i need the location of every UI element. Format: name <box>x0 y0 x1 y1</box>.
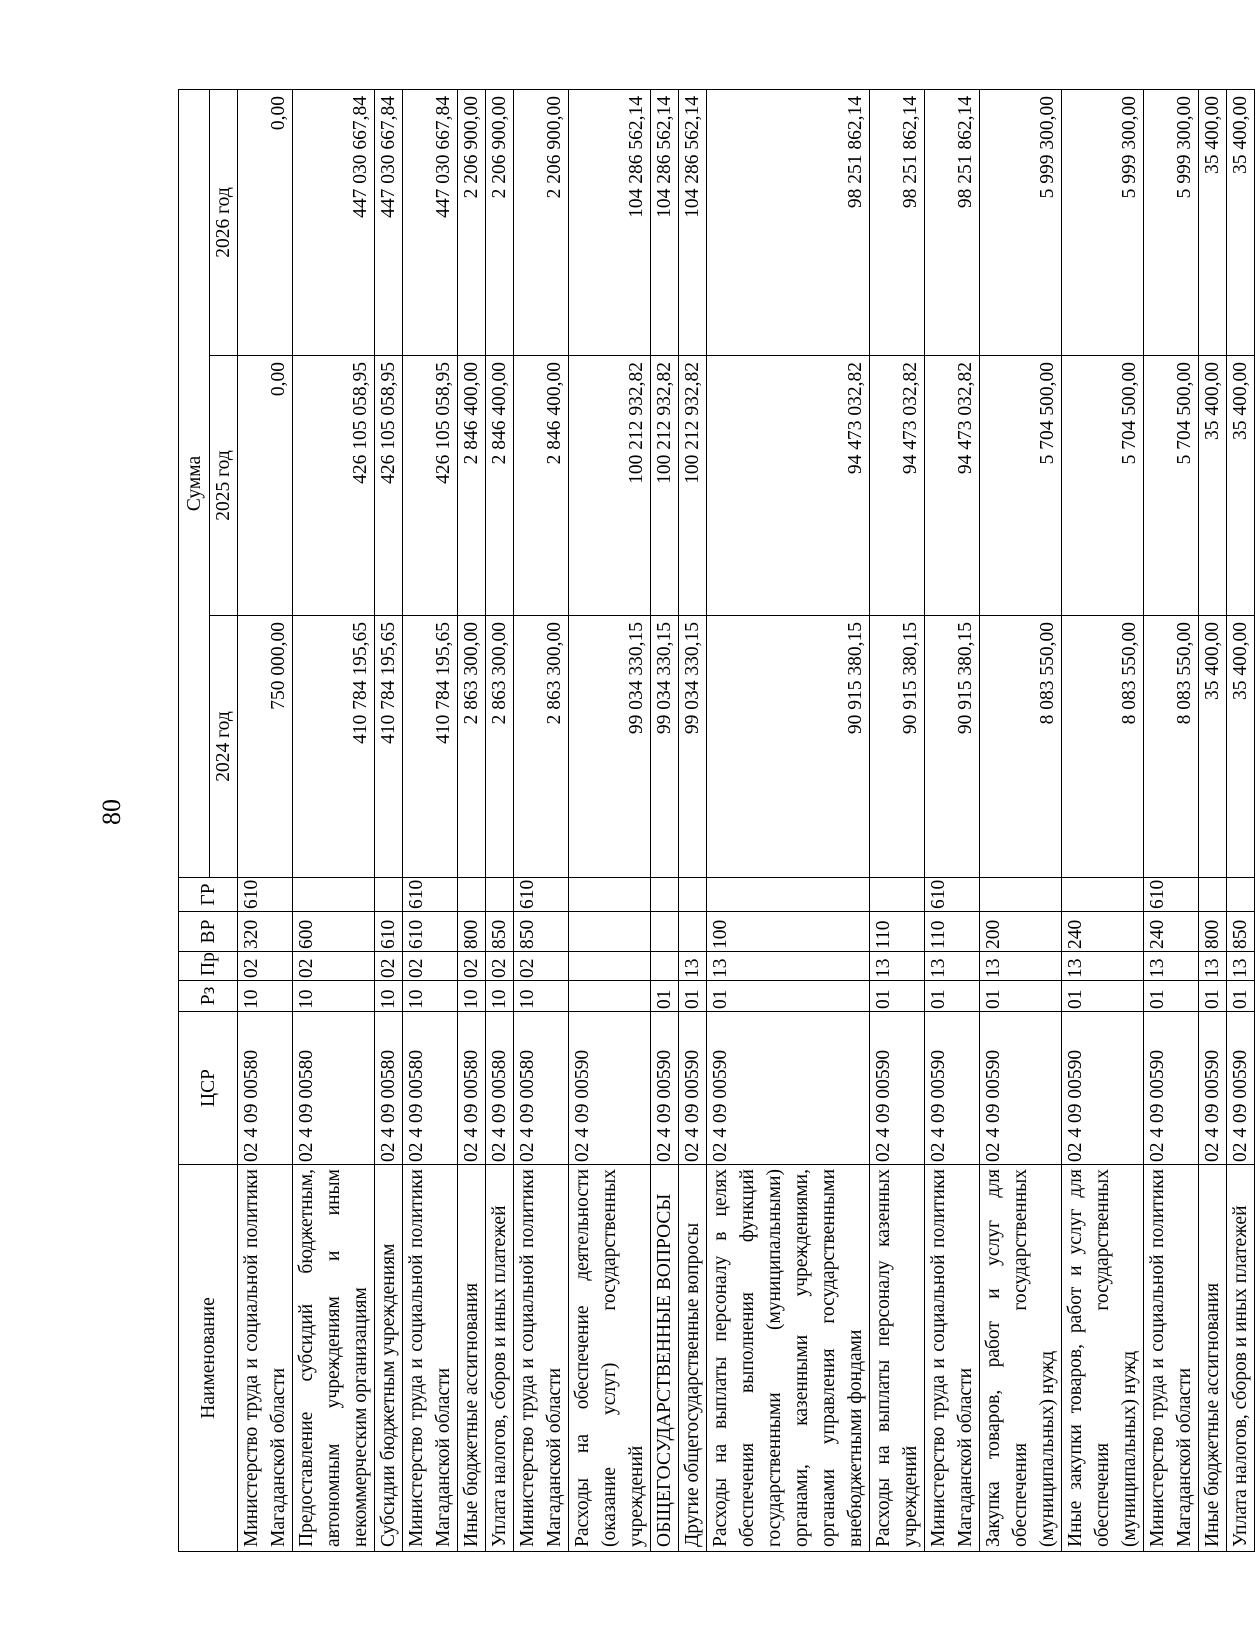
row-amount-2026: 104 286 562,14 <box>569 90 651 356</box>
row-gr <box>651 878 679 912</box>
row-gr <box>707 878 870 912</box>
row-amount-2024: 99 034 330,15 <box>679 616 707 878</box>
row-amount-2026: 98 251 862,14 <box>925 90 980 356</box>
row-amount-2024: 410 784 195,65 <box>293 616 375 878</box>
row-csr: 02 4 09 00590 <box>1199 1012 1227 1165</box>
row-amount-2025: 426 105 058,95 <box>403 356 458 616</box>
row-name: Расходы на выплаты персоналу в целях обеспечения выполнения функций государственными (муниципальными) органами, казенными учреждениями, органами управления государственными внебюджетными фондами <box>707 1165 870 1552</box>
row-vr: 800 <box>458 912 486 952</box>
table-row <box>1227 90 1255 1552</box>
row-amount-2026: 2 206 900,00 <box>458 90 486 356</box>
table-row <box>1062 90 1144 1552</box>
table-row <box>707 90 870 1552</box>
row-name: Министерство труда и социальной политики Магаданской области <box>403 1165 458 1552</box>
row-amount-2024: 99 034 330,15 <box>569 616 651 878</box>
row-pr: 02 <box>514 952 569 981</box>
row-amount-2024: 2 863 300,00 <box>514 616 569 878</box>
row-amount-2025: 5 704 500,00 <box>980 356 1062 616</box>
table-body <box>238 90 1255 1552</box>
row-csr: 02 4 09 00580 <box>375 1012 403 1165</box>
row-rz: 01 <box>679 981 707 1012</box>
row-amount-2025: 100 212 932,82 <box>651 356 679 616</box>
row-name: Предоставление субсидий бюджетным, автономным учреждениям и иным некоммерческим организациям <box>293 1165 375 1552</box>
row-csr: 02 4 09 00580 <box>458 1012 486 1165</box>
row-pr: 13 <box>1227 952 1255 981</box>
row-amount-2026: 5 999 300,00 <box>980 90 1062 356</box>
row-amount-2026: 104 286 562,14 <box>651 90 679 356</box>
row-gr <box>458 878 486 912</box>
table-row <box>925 90 980 1552</box>
row-amount-2024: 90 915 380,15 <box>925 616 980 878</box>
row-vr: 240 <box>1062 912 1144 952</box>
row-rz: 10 <box>458 981 486 1012</box>
row-amount-2024: 8 083 550,00 <box>980 616 1062 878</box>
row-rz <box>569 981 651 1012</box>
row-gr <box>1227 878 1255 912</box>
row-amount-2024: 99 034 330,15 <box>651 616 679 878</box>
row-amount-2024: 35 400,00 <box>1199 616 1227 878</box>
row-pr: 13 <box>1199 952 1227 981</box>
row-amount-2026: 98 251 862,14 <box>707 90 870 356</box>
table-row <box>569 90 651 1552</box>
row-amount-2025: 2 846 400,00 <box>458 356 486 616</box>
row-amount-2025: 35 400,00 <box>1227 356 1255 616</box>
row-pr: 02 <box>293 952 375 981</box>
table-row <box>293 90 375 1552</box>
table-row <box>980 90 1062 1552</box>
row-csr: 02 4 09 00580 <box>403 1012 458 1165</box>
row-rz: 10 <box>375 981 403 1012</box>
row-amount-2024: 2 863 300,00 <box>458 616 486 878</box>
row-name: Министерство труда и социальной политики Магаданской области <box>514 1165 569 1552</box>
row-name: Уплата налогов, сборов и иных платежей <box>1227 1165 1255 1552</box>
row-rz: 10 <box>486 981 514 1012</box>
row-csr: 02 4 09 00580 <box>486 1012 514 1165</box>
row-amount-2024: 8 083 550,00 <box>1144 616 1199 878</box>
row-name: Иные бюджетные ассигнования <box>1199 1165 1227 1552</box>
row-amount-2025: 0,00 <box>238 356 293 616</box>
header-sum: Сумма <box>179 90 210 878</box>
row-rz: 10 <box>293 981 375 1012</box>
row-csr: 02 4 09 00590 <box>870 1012 925 1165</box>
row-rz: 01 <box>1227 981 1255 1012</box>
row-amount-2025: 5 704 500,00 <box>1144 356 1199 616</box>
row-amount-2026: 35 400,00 <box>1227 90 1255 356</box>
row-name: Расходы на выплаты персоналу казенных учреждений <box>870 1165 925 1552</box>
row-pr: 13 <box>980 952 1062 981</box>
row-gr <box>870 878 925 912</box>
table-row <box>403 90 458 1552</box>
row-vr: 200 <box>980 912 1062 952</box>
table-row <box>1199 90 1227 1552</box>
row-vr: 850 <box>1227 912 1255 952</box>
row-csr: 02 4 09 00590 <box>1062 1012 1144 1165</box>
table-row <box>375 90 403 1552</box>
header-vr: ВР <box>179 912 238 952</box>
row-amount-2026: 447 030 667,84 <box>293 90 375 356</box>
row-csr: 02 4 09 00590 <box>707 1012 870 1165</box>
row-pr: 13 <box>707 952 870 981</box>
row-amount-2024: 90 915 380,15 <box>707 616 870 878</box>
row-gr <box>569 878 651 912</box>
header-rz: Рз <box>179 981 238 1012</box>
row-gr <box>1062 878 1144 912</box>
budget-table <box>178 89 1255 1552</box>
row-pr: 13 <box>870 952 925 981</box>
row-amount-2025: 5 704 500,00 <box>1062 356 1144 616</box>
row-rz: 01 <box>980 981 1062 1012</box>
row-amount-2024: 2 863 300,00 <box>486 616 514 878</box>
row-name: Субсидии бюджетным учреждениям <box>375 1165 403 1552</box>
table-row <box>651 90 679 1552</box>
table-row <box>870 90 925 1552</box>
row-rz: 01 <box>925 981 980 1012</box>
row-amount-2024: 410 784 195,65 <box>403 616 458 878</box>
row-vr: 610 <box>375 912 403 952</box>
row-gr <box>980 878 1062 912</box>
row-gr: 610 <box>1144 878 1199 912</box>
row-amount-2024: 90 915 380,15 <box>870 616 925 878</box>
row-pr: 02 <box>486 952 514 981</box>
row-csr: 02 4 09 00590 <box>679 1012 707 1165</box>
row-vr: 320 <box>238 912 293 952</box>
row-rz: 01 <box>651 981 679 1012</box>
table-row <box>679 90 707 1552</box>
row-amount-2026: 447 030 667,84 <box>403 90 458 356</box>
row-csr: 02 4 09 00590 <box>1227 1012 1255 1165</box>
row-rz: 01 <box>1062 981 1144 1012</box>
rotated-table-container <box>178 90 1251 1552</box>
row-amount-2026: 447 030 667,84 <box>375 90 403 356</box>
row-vr: 100 <box>707 912 870 952</box>
header-pr: Пр <box>179 952 238 981</box>
row-vr <box>569 912 651 952</box>
row-amount-2025: 2 846 400,00 <box>514 356 569 616</box>
row-name: Уплата налогов, сборов и иных платежей <box>486 1165 514 1552</box>
row-name: Министерство труда и социальной политики Магаданской области <box>925 1165 980 1552</box>
row-gr: 610 <box>925 878 980 912</box>
row-pr: 13 <box>1062 952 1144 981</box>
row-rz: 10 <box>514 981 569 1012</box>
row-vr: 110 <box>870 912 925 952</box>
row-amount-2024: 410 784 195,65 <box>375 616 403 878</box>
header-name: Наименование <box>179 1165 238 1552</box>
row-csr: 02 4 09 00580 <box>238 1012 293 1165</box>
row-pr: 02 <box>403 952 458 981</box>
header-2026: 2026 год <box>210 90 238 356</box>
row-amount-2026: 35 400,00 <box>1199 90 1227 356</box>
row-amount-2025: 100 212 932,82 <box>679 356 707 616</box>
row-amount-2026: 5 999 300,00 <box>1144 90 1199 356</box>
row-name: Другие общегосударственные вопросы <box>679 1165 707 1552</box>
row-amount-2026: 0,00 <box>238 90 293 356</box>
row-gr: 610 <box>514 878 569 912</box>
row-amount-2026: 5 999 300,00 <box>1062 90 1144 356</box>
row-amount-2025: 94 473 032,82 <box>925 356 980 616</box>
row-pr: 02 <box>375 952 403 981</box>
table-row <box>1144 90 1199 1552</box>
row-name: Закупка товаров, работ и услуг для обеспечения государственных (муниципальных) нужд <box>980 1165 1062 1552</box>
row-amount-2025: 426 105 058,95 <box>293 356 375 616</box>
row-pr: 13 <box>679 952 707 981</box>
row-name: Иные бюджетные ассигнования <box>458 1165 486 1552</box>
row-gr <box>293 878 375 912</box>
row-amount-2025: 94 473 032,82 <box>707 356 870 616</box>
row-rz: 10 <box>403 981 458 1012</box>
row-rz: 01 <box>1144 981 1199 1012</box>
row-amount-2025: 2 846 400,00 <box>486 356 514 616</box>
row-amount-2025: 94 473 032,82 <box>870 356 925 616</box>
header-2025: 2025 год <box>210 356 238 616</box>
header-gr: ГР <box>179 878 238 912</box>
header-csr: ЦСР <box>179 1012 238 1165</box>
row-rz: 01 <box>870 981 925 1012</box>
row-name: Министерство труда и социальной политики Магаданской области <box>1144 1165 1199 1552</box>
row-gr <box>486 878 514 912</box>
row-amount-2026: 98 251 862,14 <box>870 90 925 356</box>
table-row <box>486 90 514 1552</box>
row-amount-2024: 750 000,00 <box>238 616 293 878</box>
row-gr <box>375 878 403 912</box>
row-pr: 02 <box>458 952 486 981</box>
row-amount-2025: 100 212 932,82 <box>569 356 651 616</box>
row-amount-2026: 104 286 562,14 <box>679 90 707 356</box>
row-csr: 02 4 09 00590 <box>569 1012 651 1165</box>
row-csr: 02 4 09 00590 <box>1144 1012 1199 1165</box>
row-pr: 13 <box>925 952 980 981</box>
row-pr: 13 <box>1144 952 1199 981</box>
row-name: Министерство труда и социальной политики Магаданской области <box>238 1165 293 1552</box>
row-csr: 02 4 09 00580 <box>293 1012 375 1165</box>
row-pr: 02 <box>238 952 293 981</box>
row-vr <box>651 912 679 952</box>
row-rz: 01 <box>707 981 870 1012</box>
row-amount-2026: 2 206 900,00 <box>486 90 514 356</box>
row-amount-2026: 2 206 900,00 <box>514 90 569 356</box>
row-amount-2025: 426 105 058,95 <box>375 356 403 616</box>
row-vr <box>679 912 707 952</box>
header-2024: 2024 год <box>210 616 238 878</box>
row-vr: 800 <box>1199 912 1227 952</box>
row-name: Расходы на обеспечение деятельности (оказание услуг) государственных учреждений <box>569 1165 651 1552</box>
row-pr <box>569 952 651 981</box>
row-pr <box>651 952 679 981</box>
row-gr <box>1199 878 1227 912</box>
table-row <box>458 90 486 1552</box>
row-vr: 240 <box>1144 912 1199 952</box>
row-gr: 610 <box>403 878 458 912</box>
row-csr: 02 4 09 00580 <box>514 1012 569 1165</box>
row-csr: 02 4 09 00590 <box>925 1012 980 1165</box>
page-number: 80 <box>97 799 126 825</box>
row-amount-2024: 35 400,00 <box>1227 616 1255 878</box>
row-amount-2024: 8 083 550,00 <box>1062 616 1144 878</box>
table-row <box>238 90 293 1552</box>
row-gr: 610 <box>238 878 293 912</box>
row-vr: 610 <box>403 912 458 952</box>
row-csr: 02 4 09 00590 <box>980 1012 1062 1165</box>
row-name: ОБЩЕГОСУДАРСТВЕННЫЕ ВОПРОСЫ <box>651 1165 679 1552</box>
row-vr: 850 <box>486 912 514 952</box>
row-gr <box>679 878 707 912</box>
row-vr: 110 <box>925 912 980 952</box>
row-name: Иные закупки товаров, работ и услуг для обеспечения государственных (муниципальных) нужд <box>1062 1165 1144 1552</box>
row-amount-2025: 35 400,00 <box>1199 356 1227 616</box>
table-row <box>514 90 569 1552</box>
row-rz: 10 <box>238 981 293 1012</box>
row-rz: 01 <box>1199 981 1227 1012</box>
row-csr: 02 4 09 00590 <box>651 1012 679 1165</box>
row-vr: 600 <box>293 912 375 952</box>
row-vr: 850 <box>514 912 569 952</box>
